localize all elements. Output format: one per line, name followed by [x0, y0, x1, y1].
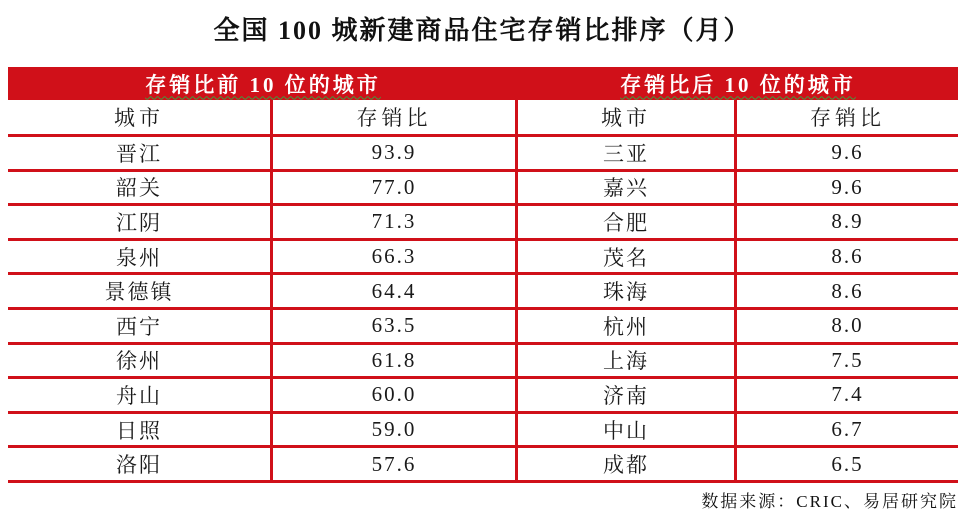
ratio-cell: 61.8	[273, 345, 518, 380]
city-cell: 珠海	[518, 275, 737, 310]
city-cell: 茂名	[518, 241, 737, 276]
table-row	[8, 206, 958, 241]
table-row	[8, 414, 958, 449]
ratio-cell: 64.4	[273, 275, 518, 310]
city-cell: 泉州	[8, 241, 273, 276]
band-top10-label: 存销比前 10 位的城市	[145, 72, 381, 97]
city-cell: 济南	[518, 379, 737, 414]
ratio-cell: 63.5	[273, 310, 518, 345]
table-row	[8, 137, 958, 172]
ratio-cell: 59.0	[273, 414, 518, 449]
ratio-cell: 7.5	[737, 345, 958, 380]
table-row	[8, 241, 958, 276]
left-city-column-header: 城市	[8, 100, 273, 137]
table-row	[8, 379, 958, 414]
table-row	[8, 172, 958, 207]
table-band-header	[8, 67, 958, 100]
band-bottom10-label: 存销比后 10 位的城市	[620, 72, 856, 97]
table-row	[8, 345, 958, 380]
city-cell: 嘉兴	[518, 172, 737, 207]
right-ratio-column-header: 存销比	[737, 100, 958, 137]
left-ratio-column-header: 存销比	[273, 100, 518, 137]
city-cell: 中山	[518, 414, 737, 449]
city-cell: 韶关	[8, 172, 273, 207]
city-cell: 景德镇	[8, 275, 273, 310]
ratio-cell: 6.7	[737, 414, 958, 449]
ratio-cell: 93.9	[273, 137, 518, 172]
ratio-cell: 9.6	[737, 172, 958, 207]
ratio-cell: 66.3	[273, 241, 518, 276]
ratio-cell: 7.4	[737, 379, 958, 414]
city-cell: 三亚	[518, 137, 737, 172]
city-cell: 日照	[8, 414, 273, 449]
band-top10-header	[8, 67, 518, 100]
ratio-cell: 57.6	[273, 448, 518, 483]
ratio-cell: 8.6	[737, 275, 958, 310]
city-cell: 杭州	[518, 310, 737, 345]
city-cell: 上海	[518, 345, 737, 380]
ratio-cell: 9.6	[737, 137, 958, 172]
inventory-ratio-table	[8, 67, 958, 483]
page-title: 全国 100 城新建商品住宅存销比排序（月）	[213, 16, 752, 45]
table-row	[8, 275, 958, 310]
city-cell: 晋江	[8, 137, 273, 172]
city-cell: 徐州	[8, 345, 273, 380]
city-cell: 成都	[518, 448, 737, 483]
table-row	[8, 310, 958, 345]
table-row	[8, 448, 958, 483]
ratio-cell: 6.5	[737, 448, 958, 483]
column-header-row	[8, 100, 958, 137]
ratio-cell: 8.6	[737, 241, 958, 276]
right-city-column-header: 城市	[518, 100, 737, 137]
city-cell: 舟山	[8, 379, 273, 414]
ratio-cell: 60.0	[273, 379, 518, 414]
city-cell: 西宁	[8, 310, 273, 345]
city-cell: 洛阳	[8, 448, 273, 483]
ratio-cell: 77.0	[273, 172, 518, 207]
data-source-note: 数据来源：CRIC、易居研究院	[701, 492, 958, 511]
city-cell: 合肥	[518, 206, 737, 241]
ratio-cell: 71.3	[273, 206, 518, 241]
ratio-cell: 8.9	[737, 206, 958, 241]
band-bottom10-header	[518, 67, 958, 100]
ratio-cell: 8.0	[737, 310, 958, 345]
city-cell: 江阴	[8, 206, 273, 241]
